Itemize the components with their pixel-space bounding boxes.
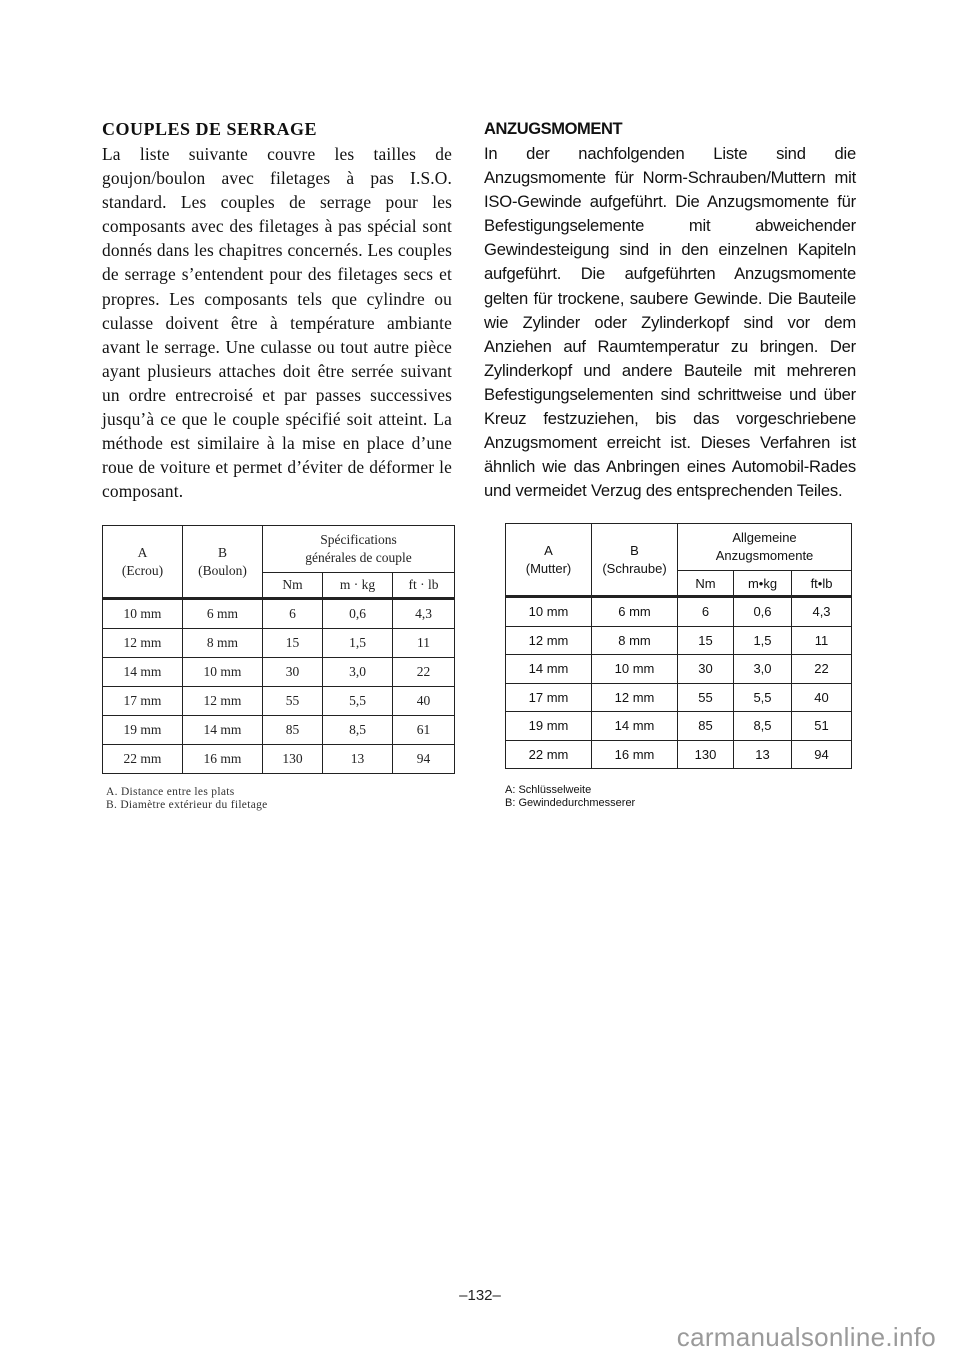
french-header-group-line2: générales de couple [305, 550, 412, 565]
table-row [506, 740, 852, 769]
german-header-group-line2: Anzugsmomente [715, 548, 814, 563]
table-row [506, 655, 852, 684]
cell-a: 22 mm [506, 740, 592, 769]
cell-b: 12 mm [592, 683, 678, 712]
german-header-ftlb: ft•lb [792, 571, 852, 597]
table-row [103, 687, 455, 716]
table-row [506, 712, 852, 741]
cell-b: 8 mm [183, 629, 263, 658]
table-row [506, 626, 852, 655]
cell-mkg: 8,5 [323, 716, 393, 745]
cell-b: 8 mm [592, 626, 678, 655]
cell-b: 10 mm [183, 658, 263, 687]
cell-a: 19 mm [506, 712, 592, 741]
cell-b: 10 mm [592, 655, 678, 684]
german-header-b [592, 524, 678, 597]
cell-mkg: 0,6 [734, 597, 792, 627]
cell-nm: 6 [678, 597, 734, 627]
table-row [103, 658, 455, 687]
cell-a: 22 mm [103, 745, 183, 774]
cell-b: 12 mm [183, 687, 263, 716]
french-table-notes [106, 786, 268, 812]
french-header-a-sub: (Ecrou) [121, 562, 164, 578]
cell-a: 12 mm [103, 629, 183, 658]
german-header-b-letter: B [630, 542, 639, 558]
cell-nm: 30 [263, 658, 323, 687]
french-header-group-line1: Spécifications [320, 532, 397, 547]
cell-ftlb: 94 [792, 740, 852, 769]
cell-b: 6 mm [183, 599, 263, 629]
french-section [102, 116, 452, 503]
cell-mkg: 1,5 [734, 626, 792, 655]
cell-mkg: 13 [323, 745, 393, 774]
cell-b: 16 mm [592, 740, 678, 769]
cell-nm: 15 [678, 626, 734, 655]
cell-ftlb: 11 [393, 629, 455, 658]
german-header-nm: Nm [678, 571, 734, 597]
german-header-b-sub: (Schraube) [602, 560, 667, 576]
cell-nm: 15 [263, 629, 323, 658]
french-header-b-sub: (Boulon) [198, 562, 247, 578]
table-row [506, 597, 852, 627]
french-header-b-letter: B [217, 544, 227, 560]
cell-mkg: 5,5 [734, 683, 792, 712]
french-header-b [183, 526, 263, 599]
german-torque-table [505, 523, 852, 769]
cell-mkg: 1,5 [323, 629, 393, 658]
german-paragraph: In der nachfolgenden Liste sind die Anzugsmomente für Norm-Schrauben/Muttern mit ISO-Gewinde aufgeführt. Die Anzugsmomente für Befestigungselemente mit abweichender Gewindesteigung sind in den einzelnen Kapiteln aufgeführt. Die aufgeführten Anzugsmomente gelten für trockene, saubere Gewinde. Die Bauteile wie Zylinder oder Zylinderkopf sind vor dem Anziehen auf Raumtemperatur zu bringen. Der Zylinderkopf und andere Bauteile mit mehreren Befestigungselementen sind schrittweise und über Kreuz festzuziehen, bis das vorgeschriebene Anzugsmoment erreicht ist. Dieses Verfahren ist ähnlich wie das Anbringen eines Automobil-Rades und vermeidet Verzug des entsprechenden Teiles. [484, 144, 856, 501]
cell-mkg: 0,6 [323, 599, 393, 629]
cell-mkg: 13 [734, 740, 792, 769]
cell-nm: 55 [678, 683, 734, 712]
french-paragraph: La liste suivante couvre les tailles de goujon/boulon avec filetages à pas I.S.O. standard. Les couples de serrage pour les composants avec des filetages à pas spécial sont donnés dans les chapitres concernés. Les couples de serrage s’entendent pour des filetages secs et propres. Les composants tels que cylindre ou culasse doivent être à température ambiante avant le serrage. Une culasse ou tout autre pièce ayant plusieurs attaches doit être serrée suivant un ordre entrecroisé et par passes successives jusqu’à ce que le couple spécifié soit atteint. La méthode est similaire à la mise en place d’une roue de voiture et permet d’éviter de déformer le composant. [102, 144, 452, 502]
french-header-group [263, 526, 455, 573]
cell-ftlb: 94 [393, 745, 455, 774]
german-header-mkg: m•kg [734, 571, 792, 597]
cell-mkg: 8,5 [734, 712, 792, 741]
cell-a: 14 mm [103, 658, 183, 687]
cell-a: 12 mm [506, 626, 592, 655]
french-header-mkg: m · kg [323, 573, 393, 599]
german-header-group-line1: Allgemeine [732, 530, 797, 545]
cell-ftlb: 22 [792, 655, 852, 684]
cell-a: 17 mm [506, 683, 592, 712]
table-row [506, 683, 852, 712]
french-header-ftlb: ft · lb [393, 573, 455, 599]
cell-b: 14 mm [592, 712, 678, 741]
cell-a: 17 mm [103, 687, 183, 716]
cell-ftlb: 40 [393, 687, 455, 716]
german-table-notes [505, 784, 635, 810]
cell-ftlb: 11 [792, 626, 852, 655]
cell-nm: 85 [263, 716, 323, 745]
french-header-nm: Nm [263, 573, 323, 599]
cell-nm: 130 [678, 740, 734, 769]
table-row [103, 629, 455, 658]
german-title: ANZUGSMOMENT [484, 120, 623, 138]
cell-b: 14 mm [183, 716, 263, 745]
cell-ftlb: 51 [792, 712, 852, 741]
cell-a: 10 mm [506, 597, 592, 627]
french-header-a-letter: A [137, 544, 148, 560]
cell-nm: 6 [263, 599, 323, 629]
cell-a: 14 mm [506, 655, 592, 684]
page-number: –132– [459, 1287, 501, 1304]
german-note-b: B: Gewindedurchmesserer [505, 797, 636, 809]
german-header-a [506, 524, 592, 597]
german-note-a: A: Schlüsselweite [505, 784, 592, 796]
cell-nm: 55 [263, 687, 323, 716]
cell-ftlb: 22 [393, 658, 455, 687]
cell-ftlb: 40 [792, 683, 852, 712]
german-header-group [678, 524, 852, 571]
cell-nm: 85 [678, 712, 734, 741]
german-header-a-letter: A [544, 542, 553, 558]
cell-a: 10 mm [103, 599, 183, 629]
table-row [103, 599, 455, 629]
cell-b: 6 mm [592, 597, 678, 627]
cell-mkg: 3,0 [734, 655, 792, 684]
french-note-a: A. Distance entre les plats [106, 786, 235, 798]
cell-ftlb: 4,3 [792, 597, 852, 627]
cell-nm: 30 [678, 655, 734, 684]
cell-ftlb: 61 [393, 716, 455, 745]
cell-a: 19 mm [103, 716, 183, 745]
french-title: COUPLES DE SERRAGE [102, 119, 318, 139]
cell-nm: 130 [263, 745, 323, 774]
german-section [484, 116, 856, 503]
cell-mkg: 3,0 [323, 658, 393, 687]
cell-b: 16 mm [183, 745, 263, 774]
table-row [103, 716, 455, 745]
french-header-a [103, 526, 183, 599]
table-row [103, 745, 455, 774]
cell-mkg: 5,5 [323, 687, 393, 716]
cell-ftlb: 4,3 [393, 599, 455, 629]
french-note-b: B. Diamètre extérieur du filetage [106, 799, 268, 811]
watermark: carmanualsonline.info [676, 1322, 936, 1352]
french-torque-table [102, 525, 455, 774]
german-header-a-sub: (Mutter) [525, 560, 572, 576]
